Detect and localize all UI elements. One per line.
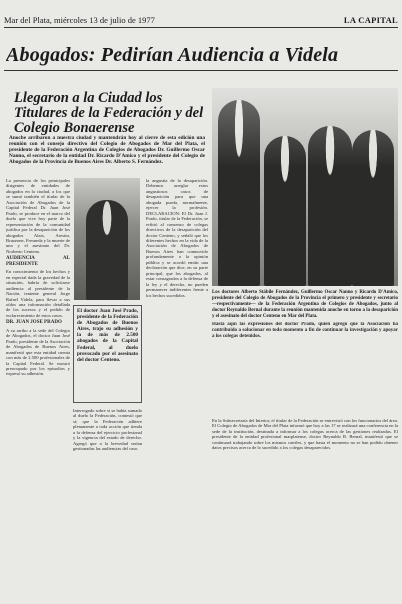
column-1-subheading-audiencia: AUDIENCIA AL PRESIDENTE [6, 256, 70, 267]
masthead-paper-name: LA CAPITAL [343, 15, 398, 25]
photo-lawyers-group [212, 88, 398, 286]
column-1-text: La presencia de los prinicipales dirigentes de entidades de abogados en la ciudad, a los que se sumó también el titular de la Asociación de Abogados de la Capital Federal Dr. Juan José Prado, se produce en el marco del duelo que vive hoy parte de la representación de la comunidad jurídica por la desaparición de los abogados Alais, Arestin, Bruzzone, Fresneda y la muerte de uno y el asesinato del Dr. Norberto Centeno. [6, 178, 70, 254]
intro-paragraph: Anoche arribaron a nuestra ciudad y mantendrán hoy al cierre de esta edición una reunión con el consejo directivo del Colegio de Abogados de Mar del Plata, el presidente de la Federación Argentina de Colegios de Abogados Dr. Guillermo Oscar Nanno, el secretario de la entidad Dr. Ricardo D'Amico y el presidente del Colegio de Abogados de la Provincia de Buenos Aires Dr. Alberto S. Fernández. [9, 135, 205, 166]
masthead [4, 13, 398, 25]
article-column-3: la angustia de la desaparición. Debemos arreglar estos angustiosos casos de desaparición para que una abogada pueda, normalmente, ejercer la profesión. DECLARACION: El Dr. Juan J. Prado, titular de la Federación, se refirió al consenso de colegas directivos de la desaparición del doctor Centeno, y señaló que los diferentes hechos en la vida de la Asociación de Abogados de Buenos Aires han conmovido profundamente a la opinión pública y se acordó emitir una declaración que dice, en su parte principal, que los abogados, al estar consagrados a la defensa de la ley y el derecho, no pueden permanecer indiferentes frente a los hechos sucedidos. [146, 178, 208, 298]
article-column-2: Interrogado sobre si se había sumado al duelo la Federación, contestó que sí; que la Federación adhiere plenamente a toda acción que tienda a la defensa del ejercicio profesional y la vigencia del estado de derecho. Agregó que a la brevedad serían gestionadas las audiencias del caso. [73, 408, 142, 452]
photo-prado-figure [86, 200, 128, 300]
article-column-1 [6, 178, 70, 596]
headline-rule [4, 70, 398, 71]
column-1-text-b: En conocimiento de los hechos y en especial dada la gravedad de la situación, habría de solicitarse audiencia al presidente de la Nación, teniente general Jorge Rafael Videla, para llevar a sus oídos una información detallada de los sucesos y el pedido de esclarecimiento de estos casos. [6, 269, 70, 318]
photo-highlight [212, 88, 398, 167]
masthead-rule [4, 27, 398, 28]
photo-prado-caption: El doctor Juan José Prado, presidente de la Federación de Abogados de Buenos Aires, trajo su adhesión y la de más de 2.500 abogados de la Capital Federal, al duelo provocado por el asesinato del doctor Centeno. [73, 305, 142, 403]
column-1-subheading-prado: DR. JUAN JOSE PRADO [6, 320, 62, 326]
headline: Abogados: Pedirían Audiencia a Videla [6, 44, 339, 66]
masthead-date: Mar del Plata, miércoles 13 de julio de 1977 [4, 15, 155, 25]
column-1-text-c: A su arribo a la sede del Colegio de Abogados, el doctor Juan José Prado, presidente de la Asociación de Abogados de Buenos Aires, manifestó que esta entidad cuenta con más de 2.500 profesionales de la Capital Federal. Se mostró preocupado por los episodios y expresó su adhesión. [6, 327, 70, 377]
article-column-5: En la Subsecretaría del Interior, el titular de la Federación se entrevistó con los funcionarios del área. El Colegio de Abogados de Mar del Plata informó que hoy a las 17 se realizará una conferencia en la sede de la institución, destinada a informar a los colegas acerca de las gestiones realizadas. El presidente de la entidad profesional marplatense, doctor Reynaldo R. Bernal, manifestó que se continuará trabajando sobre los mismos carriles, y que hasta el momento no se han podido obtener datos precisos acerca de lo sucedido a los colegas desaparecidos. [212, 418, 398, 451]
subheadline: Llegaron a la Ciudad los Titulares de la Federación y del Colegio Bonaerense [14, 90, 204, 136]
photo-prado [74, 178, 140, 300]
photo-lawyers-caption: Los doctores Alberto Stábile Fernández, Guillermo Oscar Nanno y Ricardo D'Amico, presidente del Colegio de Abogados de la Provincia el primero y presidente y secretario —respectivamente— de la Federación Argentina de Colegios de Abogados, junto al doctor Reynaldo Bernal durante la reunión mantenida anoche en torno a la desaparición y el asesinato del doctor Centeno en Mar del Plata. [212, 290, 398, 319]
article-column-4: Hasta aquí las expresiones del doctor Prado, quien agregó que la Asociación ha contribuido a solucionar en todo momento a fin de continuar la investigación y apoyar a los colegas detenidos. [212, 322, 398, 339]
